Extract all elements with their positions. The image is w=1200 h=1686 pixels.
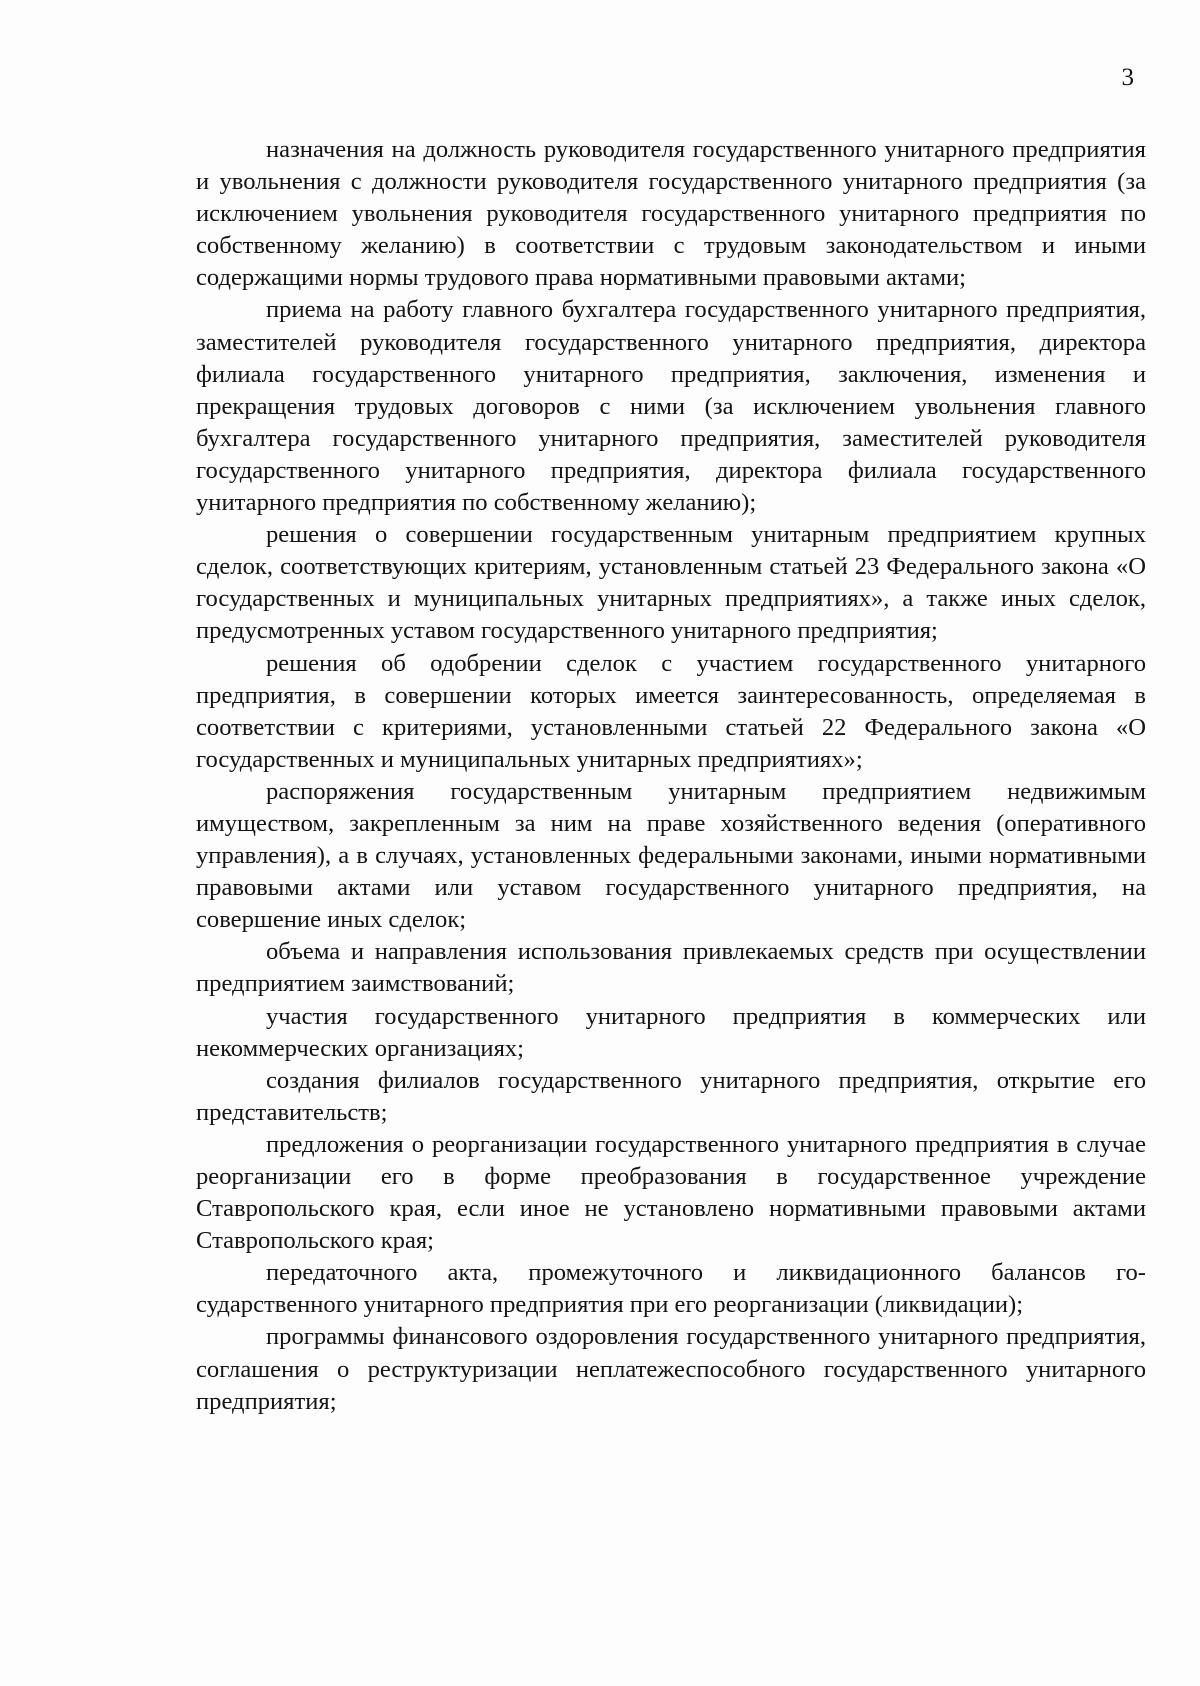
paragraph: решения об одобрении сделок с участием государственного унитарного предприятия, в совершении которых имеется заинтересованность, определяемая в соответствии с критериями, установленными статьей 22 Федерального закона «О государственных и муниципальных унитарных предприятиях»; — [196, 649, 1146, 773]
paragraph: назначения на должность руководителя государственного унитарного предприятия и увольнения с должности руководителя государственного унитарного предприятия (за исключением увольнения руководителя государственного унитарного предприятия по собственному желанию) в соответствии с трудовым законодательством и иными содержащими нормы трудового права нормативными правовыми актами; — [196, 136, 1146, 292]
paragraph: объема и направления использования привлекаемых средств при осуществлении предприятием заимствований; — [196, 938, 1146, 998]
paragraph: приема на работу главного бухгалтера государственного унитарного предприятия, заместителей руководителя государственного унитарного предприятия, директора филиала государственного унитарного предприятия, заключения, изменения и прекращения трудовых договоров с ними (за исключением увольнения главного бухгалтера государственного унитарного предприятия, заместителей руководителя государственного унитарного предприятия, директора филиала государственного унитарного предприятия по собственному желанию); — [196, 296, 1146, 517]
paragraph: распоряжения государственным унитарным предприятием недвижимым имуществом, закрепленным за ним на праве хозяйственного ведения (оперативного управления), а в случаях, установленных федеральными законами, иными нормативными правовыми актами или уставом государственного унитарного предприятия, на совершение иных сделок; — [196, 777, 1146, 934]
page-number: 3 — [1121, 64, 1134, 91]
paragraph: создания филиалов государственного унитарного предприятия, открытие его представительств; — [196, 1066, 1146, 1126]
paragraph: участия государственного унитарного предприятия в коммерческих или некоммерческих организациях; — [196, 1002, 1146, 1062]
paragraph: предложения о реорганизации государственного унитарного предприятия в случае реорганизации его в форме преобразования в государственное учреждение Ставропольского края, если иное не установлено нормативными правовыми актами Ставропольского края; — [196, 1130, 1146, 1255]
paragraph: решения о совершении государственным унитарным предприятием крупных сделок, соответствующих критериям, установленным статьей 23 Федерального закона «О государственных и муниципальных унитарных предприятиях», а также иных сделок, предусмотренных уставом государственного унитарного предприятия; — [196, 521, 1146, 645]
paragraph: передаточного акта, промежуточного и ликвидационного балансов государственного унитарного предприятия при его реорганизации (ликвидации); — [196, 1259, 1146, 1319]
document-body — [196, 134, 1146, 1418]
paragraph: программы финансового оздоровления государственного унитарного предприятия, соглашения о реструктуризации неплатежеспособного государственного унитарного предприятия; — [196, 1323, 1146, 1415]
